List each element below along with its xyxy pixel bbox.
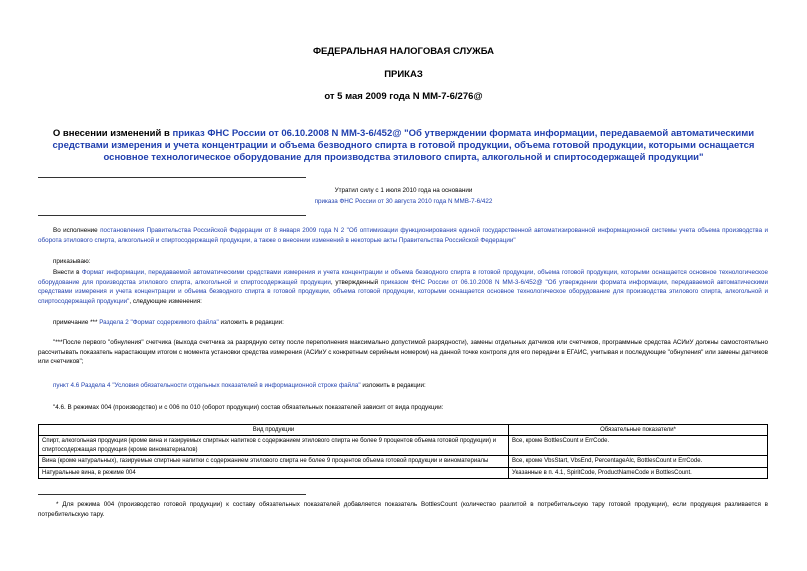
footnote-divider <box>38 494 306 495</box>
paragraph-order: приказываю: <box>53 258 91 265</box>
title-order-link[interactable]: приказ ФНС России от 06.10.2008 N ММ-3-6/452@ "Об утверждении формата информации, передаваемой автоматическими средствами измерения и учета концентрации и объема безводного спирта в готовой продукции, объема готовой продукции, которыми оснащается основное технологическое оборудование для производства этилового спирта, алкогольной и спиртосодержащей продукции" <box>52 128 755 163</box>
amend-suffix: , следующие изменения: <box>129 297 202 305</box>
item46-suffix: изложить в редакции: <box>360 382 426 389</box>
table-cell: Указанные в п. 4.1, SpiritCode, ProductNameCode и BottlesCount. <box>509 467 768 478</box>
footnote-text: * Для режима 004 (производство готовой продукции) к составу обязательных показателей добавляется показатель BottlesCount (количество разлитой в потребительскую тару готовой продукции), если продукция разливается в потребительскую тару. <box>38 501 768 518</box>
indicators-table <box>38 424 768 479</box>
note-prefix: примечание *** <box>53 319 100 326</box>
table-cell: Все, кроме VbsStart, VbsEnd, PercentageAlc, BottlesCount и ErrCode. <box>509 456 768 467</box>
table-row <box>39 467 768 478</box>
table-header-row <box>39 425 768 436</box>
table-header-product: Вид продукции <box>39 425 509 436</box>
order-link[interactable]: приказом ФНС России от 06.10.2008 N ММ-3-6/452@ "Об утверждении формата информации, передаваемой автоматическими средствами измерения и учета концентрации и объема безводного спирта в готовой продукции, объема готовой продукции, которыми оснащается основное технологическое оборудование для производства этилового спирта, алкогольной и спиртосодержащей продукции" <box>38 278 768 305</box>
table-cell: Вина (кроме натуральных), газируемые спиртные напитки с содержанием этилового спирта не более 9 процентов объема готовой продукции и виноматериалы <box>39 456 509 467</box>
paragraph-46-text: "4.6. В режимах 004 (производство) и с 006 по 010 (оборот продукции) состав обязательных показателей зависит от вида продукции: <box>53 404 444 411</box>
table-header-indicators: Обязательные показатели* <box>509 425 768 436</box>
note-suffix: изложить в редакции: <box>218 319 284 326</box>
doc-date-number: от 5 мая 2009 года N ММ-7-6/276@ <box>324 91 483 102</box>
document-title <box>40 128 767 164</box>
basis-prefix: Во исполнение <box>53 227 101 234</box>
table-cell: Спирт, алкогольная продукция (кроме вина и газируемых спиртных напитков с содержанием этилового спирта не более 9 процентов объема готовой продукции) и спиртосодержащая продукция (кроме виноматериалов) <box>39 436 509 456</box>
resolution-link[interactable]: постановления Правительства Российской Федерации от 8 января 2009 года N 2 "Об оптимизации функционирования единой государственной автоматизированной информационной системы учета объема производства и оборота этилового спирта, алкогольной и спиртосодержащей продукции, а также о внесении изменений в некоторые акты Правительства Российской Федерации" <box>38 227 768 244</box>
section4-link[interactable]: пункт 4.6 Раздела 4 "Условия обязательности отдельных показателей в информационной строке файла" <box>53 382 361 389</box>
table-cell: Все, кроме BottlesCount и ErrCode. <box>509 436 768 456</box>
table-cell: Натуральные вина, в режиме 004 <box>39 467 509 478</box>
title-prefix: О внесении изменений в <box>52 128 173 139</box>
paragraph-item46 <box>53 381 768 391</box>
doc-type-heading: ПРИКАЗ <box>384 69 423 80</box>
status-note-link[interactable]: приказа ФНС России от 30 августа 2010 года N ММВ-7-6/422 <box>314 198 493 205</box>
paragraph-basis <box>38 226 768 245</box>
divider-bottom <box>38 215 306 216</box>
amend-mid: , утвержденный <box>330 278 381 286</box>
section2-link[interactable]: Раздела 2 "Формат содержимого файла" <box>99 319 219 326</box>
paragraph-amend <box>38 268 768 306</box>
table-row <box>39 436 768 456</box>
table-row <box>39 456 768 467</box>
format-link[interactable]: Формат информации, передаваемой автоматическими средствами измерения и учета концентрации и объема безводного спирта в готовой продукции, объема готовой продукции, которыми оснащается основное технологическое оборудование для производства этилового спирта, алкогольной и спиртосодержащей продукции <box>38 269 768 286</box>
paragraph-note <box>53 318 768 328</box>
divider-top <box>38 177 306 178</box>
agency-heading: ФЕДЕРАЛЬНАЯ НАЛОГОВАЯ СЛУЖБА <box>312 46 495 57</box>
paragraph-quote: "***После первого "обнуления" счетчика (выхода счетчика за разрядную сетку после переполнения максимально допустимой разрядности), замены отдельных датчиков или счетчиков, программные средства АСИиУ должны самостоятельно рассчитывать показатель нарастающим итогом с момента установки средства измерения (АСИиУ с конкретным серийным номером) на данной точке контроля для его передачи в ЕГАИС, учитывая и последующие "обнуления" или замены датчиков или счетчиков"; <box>38 339 768 366</box>
amend-prefix: Внести в <box>53 269 82 276</box>
status-note-text: Утратил силу с 1 июля 2010 года на основании <box>334 187 473 194</box>
